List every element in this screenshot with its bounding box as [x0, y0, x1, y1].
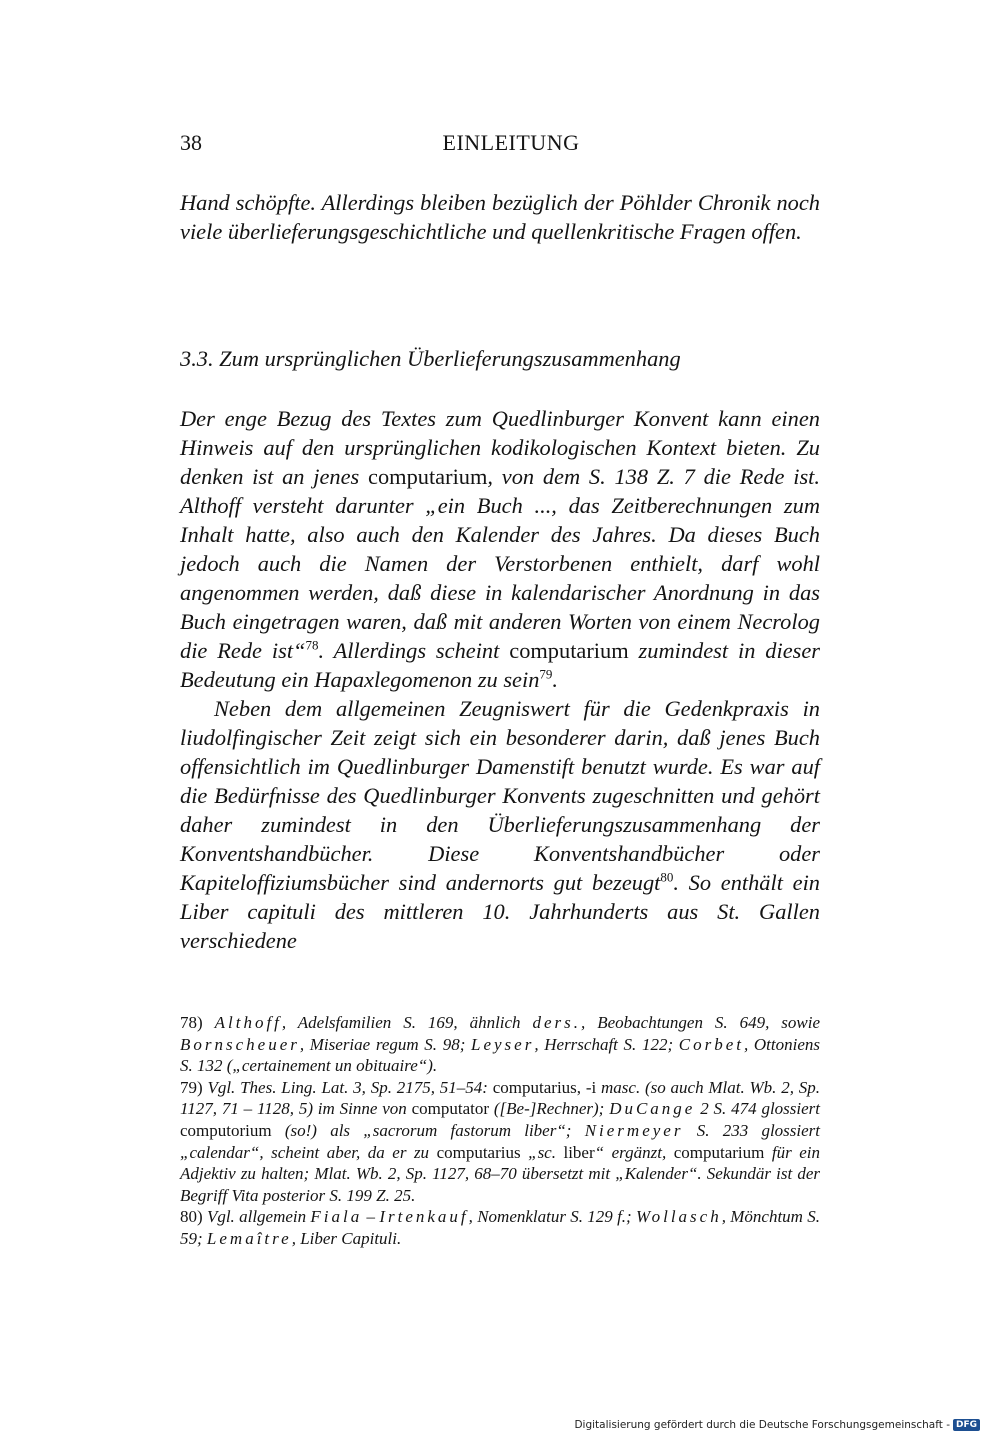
footnote-80: 80) Vgl. allgemein Fiala – Irtenkauf, Nomenklatur S. 129 f.; Wollasch, Mönchtum S. 59; Lemaître, Liber Capituli. — [180, 1207, 820, 1248]
paragraph-continuation — [180, 188, 820, 246]
section-body — [180, 404, 820, 955]
page-header — [180, 130, 820, 162]
section-heading: 3.3. Zum ursprünglichen Überlieferungszusammenhang — [180, 346, 681, 371]
dfg-logo: DFG — [953, 1419, 980, 1431]
footnote-ref-78[interactable]: 78 — [305, 637, 319, 653]
paragraph-3: Neben dem allgemeinen Zeugniswert für die Gedenkpraxis in liudolfingischer Zeit zeigt sich ein besonderer darin, daß jenes Buch offensichtlich im Quedlinburger Damenstift benutzt wurde. Es war auf die Bedürfnisse des Quedlinburger Konvents zugeschnitten und gehört daher zumindest in den Überlieferungszusammenhang der Konventshandbücher. Diese Konventshandbücher oder Kapiteloffiziumsbücher sind andernorts gut bezeugt$^{80}$. So enthält ein Liber capituli des mittleren 10. Jahrhunderts aus St. Gallen verschiedene — [180, 696, 820, 953]
footnote-ref-80[interactable]: 80 — [660, 869, 674, 885]
digitization-footer — [574, 1419, 980, 1431]
footer-text: Digitalisierung gefördert durch die Deutsche Forschungsgemeinschaft - — [574, 1419, 950, 1431]
paragraph-1: Hand schöpfte. Allerdings bleiben bezüglich der Pöhlder Chronik noch viele überlieferungsgeschichtliche und quellenkritische Fragen offen. — [180, 190, 820, 244]
footnotes — [180, 1012, 820, 1250]
footnote-79: 79) Vgl. Thes. Ling. Lat. 3, Sp. 2175, 51–54: computarius, -i masc. (so auch Mlat. Wb. 2, Sp. 1127, 71 – 1128, 5) im Sinne von computator ([Be-]Rechner); DuCange 2 S. 474 glossiert computorium (so!) als „sacrorum fastorum liber“; Niermeyer S. 233 glossiert „calendar“, scheint aber, da er zu computarius „sc. liber“ ergänzt, computarium für ein Adjektiv zu halten; Mlat. Wb. 2, Sp. 1127, 68–70 übersetzt mit „Kalender“. Sekundär ist der Begriff Vita posterior S. 199 Z. 25. — [180, 1077, 821, 1205]
page-number: 38 — [180, 130, 202, 155]
footnote-ref-79[interactable]: 79 — [539, 666, 553, 682]
paragraph-2: Der enge Bezug des Textes zum Quedlinburger Konvent kann einen Hinweis auf den ursprünglichen kodikologischen Kontext bieten. Zu denken ist an jenes computarium, von dem S. 138 Z. 7 die Rede ist. Althoff versteht darunter „ein Buch ..., das Zeitberechnungen zum Inhalt hatte, also auch den Kalender des Jahres. Da dieses Buch jedoch auch die Namen der Verstorbenen enthielt, darf wohl angenommen werden, daß diese in kalendarischer Anordnung in das Buch eingetragen waren, daß mit anderen Worten von einem Necrolog die Rede ist“$^{78}$. Allerdings scheint computarium zumindest in dieser Bedeutung ein Hapaxlegomenon zu sein$^{79}$. — [180, 406, 821, 692]
footnote-78: 78) Althoff, Adelsfamilien S. 169, ähnlich ders., Beobachtungen S. 649, sowie Bornscheuer, Miseriae regum S. 98; Leyser, Herrschaft S. 122; Corbet, Ottoniens S. 132 („certainement un obituaire“). — [180, 1013, 821, 1076]
running-head: EINLEITUNG — [442, 130, 580, 155]
